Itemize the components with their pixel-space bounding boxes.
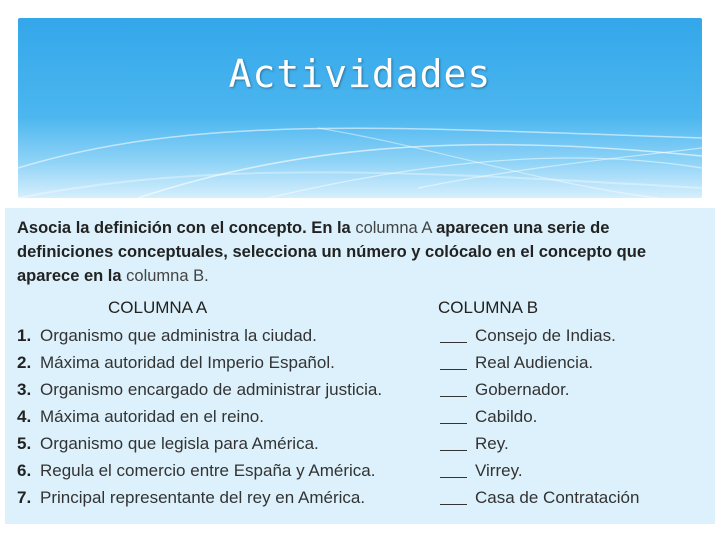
concept-text: Consejo de Indias. — [475, 326, 616, 345]
answer-blank[interactable] — [440, 396, 467, 397]
concept-text: Casa de Contratación — [475, 488, 640, 507]
definition-text: Organismo encargado de administrar justicia. — [40, 380, 383, 399]
answer-blank[interactable] — [440, 423, 467, 424]
definition-text: Máxima autoridad del Imperio Español. — [40, 353, 335, 372]
answer-blank[interactable] — [440, 504, 467, 505]
instructions-bold-2: aparecen una serie de definiciones conceptuales, selecciona un número y colócalo en el concepto que aparece en la — [17, 219, 646, 285]
definition-text: Organismo que administra la ciudad. — [40, 326, 317, 345]
answer-blank[interactable] — [440, 477, 467, 478]
item-number: 1. — [17, 326, 32, 345]
definition-text: Principal representante del rey en América. — [40, 488, 366, 507]
item-number: 6. — [17, 461, 32, 480]
list-row — [5, 461, 715, 487]
list-row — [5, 407, 715, 433]
list-row — [5, 353, 715, 379]
concept-text: Cabildo. — [475, 407, 538, 426]
list-row — [5, 434, 715, 460]
concept-text: Rey. — [475, 434, 509, 453]
item-number: 3. — [17, 380, 32, 399]
item-number: 2. — [17, 353, 32, 372]
slide-title: Actividades — [228, 52, 492, 96]
title-banner — [18, 18, 702, 198]
instructions-bold-1: Asocia la definición con el concepto. En la — [17, 219, 351, 237]
decorative-waves — [18, 18, 702, 198]
item-number: 7. — [17, 488, 32, 507]
definition-text: Máxima autoridad en el reino. — [40, 407, 264, 426]
definition-text: Regula el comercio entre España y América. — [40, 461, 376, 480]
list-row — [5, 488, 715, 514]
answer-blank[interactable] — [440, 369, 467, 370]
concept-text: Real Audiencia. — [475, 353, 594, 372]
item-number: 5. — [17, 434, 32, 453]
column-a-header: COLUMNA A — [108, 298, 208, 317]
column-b-header: COLUMNA B — [438, 298, 539, 317]
answer-blank[interactable] — [440, 342, 467, 343]
activity-panel — [5, 208, 715, 524]
instructions-light-2: columna B. — [121, 267, 209, 285]
concept-text: Gobernador. — [475, 380, 570, 399]
concept-text: Virrey. — [475, 461, 523, 480]
answer-blank[interactable] — [440, 450, 467, 451]
list-row — [5, 380, 715, 406]
list-row — [5, 326, 715, 352]
instructions-light-1: columna A — [350, 219, 437, 237]
instructions-text — [17, 216, 707, 288]
definition-text: Organismo que legisla para América. — [40, 434, 319, 453]
item-number: 4. — [17, 407, 32, 426]
